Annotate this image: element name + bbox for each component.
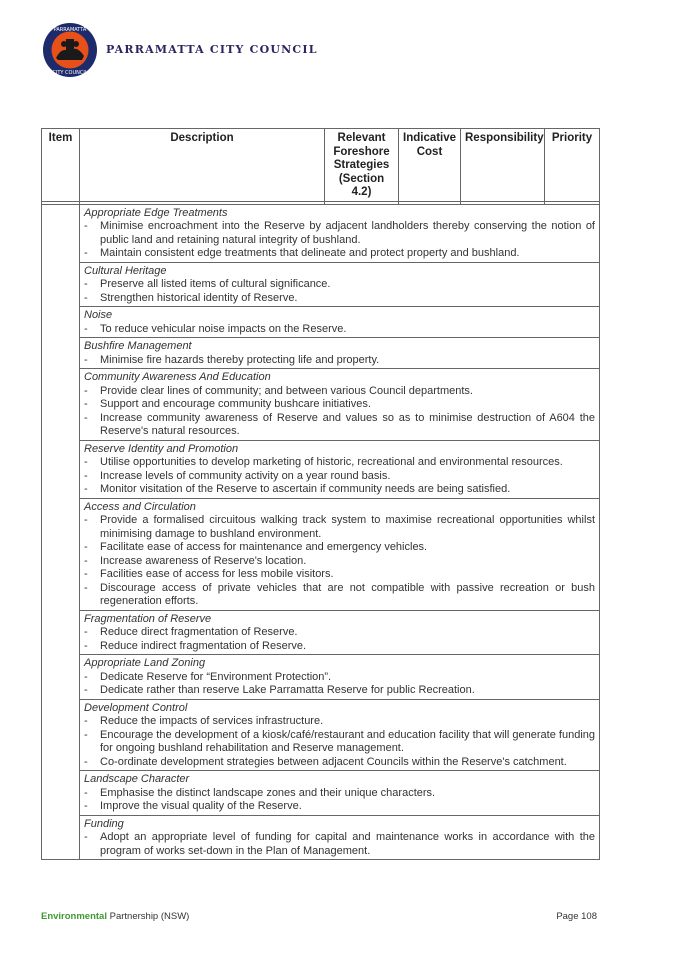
item-cell xyxy=(42,610,80,655)
logo-text-top: PARRAMATTA xyxy=(53,27,87,33)
table-row xyxy=(42,771,600,816)
footer-org-rest: Partnership (NSW) xyxy=(107,911,190,922)
description-cell xyxy=(80,262,600,307)
item-cell xyxy=(42,815,80,860)
description-cell xyxy=(80,655,600,700)
description-cell xyxy=(80,307,600,338)
item-cell xyxy=(42,498,80,610)
table-row xyxy=(42,262,600,307)
list-item: - Minimise fire hazards thereby protecting life and property. xyxy=(84,354,595,368)
list-item: - Increase awareness of Reserve's location. xyxy=(84,555,595,569)
section-heading: Reserve Identity and Promotion xyxy=(84,442,239,455)
list-item: - Increase levels of community activity on a year round basis. xyxy=(84,470,595,484)
item-cell xyxy=(42,338,80,369)
header-cost: Indicative Cost xyxy=(399,129,461,202)
description-cell xyxy=(80,610,600,655)
list-item: - Reduce indirect fragmentation of Reserve. xyxy=(84,640,595,654)
item-cell xyxy=(42,369,80,441)
header-description: Description xyxy=(80,129,325,202)
section-heading: Development Control xyxy=(84,701,188,714)
list-item: - To reduce vehicular noise impacts on the Reserve. xyxy=(84,323,595,337)
list-item: - Provide clear lines of community; and between various Council departments. xyxy=(84,385,595,399)
section-heading: Bushfire Management xyxy=(84,340,192,352)
item-cell xyxy=(42,307,80,338)
list-item: - Maintain consistent edge treatments that delineate and protect property and bushland. xyxy=(84,247,595,261)
list-item: - Increase community awareness of Reserve and values so as to minimise destruction of A604 the Reserve's natural resources. xyxy=(84,412,595,439)
list-item: - Reduce direct fragmentation of Reserve. xyxy=(84,626,595,640)
list-item: - Facilities ease of access for less mobile visitors. xyxy=(84,568,595,582)
section-heading: Noise xyxy=(84,309,113,321)
item-cell xyxy=(42,771,80,816)
description-cell xyxy=(80,815,600,860)
list-item: - Utilise opportunities to develop marketing of historic, recreational and environmental resources. xyxy=(84,456,595,470)
header-item: Item xyxy=(42,129,80,202)
list-item: - Support and encourage community bushcare initiatives. xyxy=(84,398,595,412)
item-cell xyxy=(42,204,80,262)
table-row xyxy=(42,655,600,700)
description-cell xyxy=(80,440,600,498)
council-logo-seal xyxy=(42,22,98,78)
item-cell xyxy=(42,699,80,771)
list-item: - Improve the visual quality of the Reserve. xyxy=(84,800,595,814)
section-heading: Appropriate Land Zoning xyxy=(84,657,206,669)
footer-org-green: Environmental xyxy=(41,911,107,922)
action-plan-table xyxy=(41,128,600,860)
table-row xyxy=(42,440,600,498)
table-row xyxy=(42,699,600,771)
list-item: - Dedicate Reserve for “Environment Protection”. xyxy=(84,671,595,685)
table-row xyxy=(42,369,600,441)
list-item: - Reduce the impacts of services infrastructure. xyxy=(84,715,595,729)
list-item: - Minimise encroachment into the Reserve by adjacent landholders thereby conserving the notion of public land and retaining natural integrity of bushland. xyxy=(84,220,595,247)
item-cell xyxy=(42,262,80,307)
list-item: - Co-ordinate development strategies between adjacent Councils within the Reserve's catchment. xyxy=(84,756,595,770)
list-item: - Preserve all listed items of cultural significance. xyxy=(84,278,595,292)
table-row xyxy=(42,338,600,369)
section-heading: Cultural Heritage xyxy=(84,264,167,277)
list-item: - Monitor visitation of the Reserve to ascertain if community needs are being satisfied. xyxy=(84,483,595,497)
description-cell xyxy=(80,699,600,771)
item-cell xyxy=(42,440,80,498)
description-cell xyxy=(80,204,600,262)
list-item: - Provide a formalised circuitous walking track system to maximise recreational opportunities whilst minimising damage to bushland environment. xyxy=(84,514,595,541)
list-item: - Facilitate ease of access for maintenance and emergency vehicles. xyxy=(84,541,595,555)
list-item: - Emphasise the distinct landscape zones and their unique characters. xyxy=(84,787,595,801)
council-name: PARRAMATTA CITY COUNCIL xyxy=(106,43,318,56)
header-strategies: Relevant Foreshore Strategies (Section 4.2) xyxy=(325,129,399,202)
section-heading: Appropriate Edge Treatments xyxy=(84,206,228,219)
section-heading: Fragmentation of Reserve xyxy=(84,612,212,625)
table-row xyxy=(42,204,600,262)
description-cell xyxy=(80,498,600,610)
table-row xyxy=(42,307,600,338)
footer-organisation xyxy=(41,911,189,922)
description-cell xyxy=(80,771,600,816)
item-cell xyxy=(42,655,80,700)
section-heading: Funding xyxy=(84,817,124,830)
table-row xyxy=(42,498,600,610)
list-item: - Discourage access of private vehicles that are not compatible with passive recreation or bush regeneration efforts. xyxy=(84,582,595,609)
list-item: - Dedicate rather than reserve Lake Parramatta Reserve for public Recreation. xyxy=(84,684,595,698)
section-heading: Community Awareness And Education xyxy=(84,371,271,383)
description-cell xyxy=(80,338,600,369)
list-item: - Adopt an appropriate level of funding for capital and maintenance works in accordance with the program of works set-down in the Plan of Management. xyxy=(84,831,595,858)
section-heading: Access and Circulation xyxy=(84,500,196,513)
page-number: Page 108 xyxy=(556,911,597,922)
list-item: - Strengthen historical identity of Reserve. xyxy=(84,292,595,306)
table-row xyxy=(42,610,600,655)
list-item: - Encourage the development of a kiosk/café/restaurant and education facility that will generate funding for ongoing bushland rehabilitation and Reserve management. xyxy=(84,729,595,756)
description-cell xyxy=(80,369,600,441)
table-header-row xyxy=(42,129,600,202)
table-row xyxy=(42,815,600,860)
section-heading: Landscape Character xyxy=(84,773,190,785)
logo-text-bottom: CITY COUNCIL xyxy=(52,70,88,76)
header-priority: Priority xyxy=(545,129,600,202)
header-responsibility: Responsibility xyxy=(461,129,545,202)
